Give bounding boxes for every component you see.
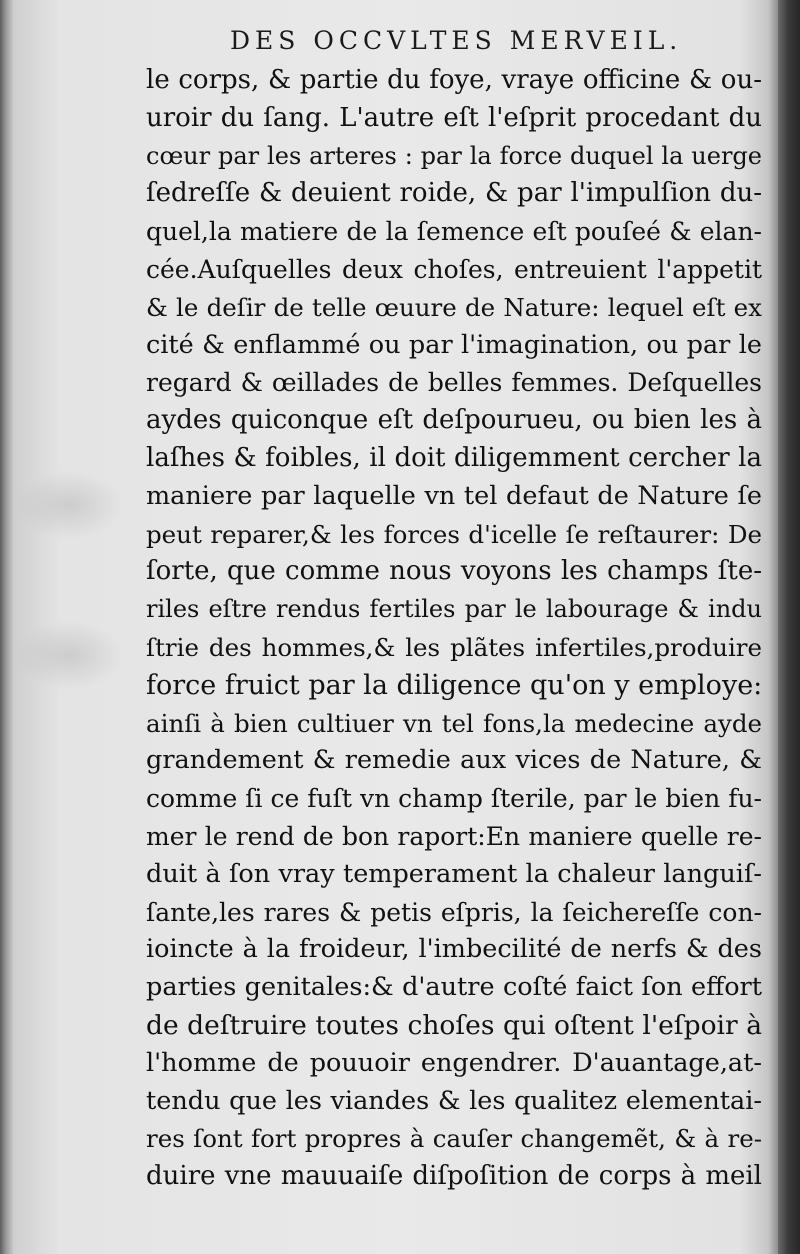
text-line: cœur par les arteres : par la force duquel la uerge	[146, 141, 762, 170]
text-line: de deſtruire toutes choſes qui oſtent l'eſpoir à	[146, 1009, 762, 1041]
text-line: cité & enflammé ou par l'imagination, ou par le	[146, 329, 762, 360]
text-line: ſorte, que comme nous voyons les champs ſte-	[146, 556, 762, 587]
text-line: ainſi à bien cultiuer vn tel fons,la medecine ayde	[146, 708, 762, 738]
text-line: aydes quiconque eſt deſpourueu, ou bien les à	[146, 405, 762, 436]
body-text	[146, 62, 762, 1196]
bleed-through-mark	[14, 470, 124, 540]
text-line: tendu que les viandes & les qualitez elementai-	[146, 1085, 762, 1116]
text-line: maniere par laquelle vn tel defaut de Nature ſe	[146, 480, 762, 511]
text-line: ioincte à la froideur, l'imbecilité de nerfs & des	[146, 934, 762, 965]
text-line: peut reparer,& les forces d'icelle ſe reſtaurer: De	[146, 519, 762, 549]
text-line: l'homme de pouuoir engendrer. D'auantage,at-	[146, 1047, 762, 1078]
page-edge-shadow	[778, 0, 800, 1254]
text-line: force fruict par la diligence qu'on y employe:	[146, 669, 762, 701]
text-line: ſante,les rares & petis eſpris, la ſeichereſſe con-	[146, 897, 762, 927]
text-line: parties genitales:& d'autre coſté faict ſon effort	[146, 972, 762, 1003]
running-head: DES OCCVLTES MERVEIL.	[230, 26, 683, 55]
bleed-through-mark	[14, 620, 124, 690]
text-line: cée.Auſquelles deux choſes, entreuient l'appetit	[146, 254, 762, 284]
text-line: ſedreſſe & deuient roide, & par l'impulſion du-	[146, 178, 762, 209]
text-line: grandement & remedie aux vices de Nature, &	[146, 745, 762, 776]
text-line: mer le rend de bon raport:En maniere quelle re-	[146, 821, 762, 851]
text-line: res ſont fort propres à cauſer changemẽt, & à re-	[146, 1124, 762, 1154]
text-line: regard & œillades de belles femmes. Deſquelles	[146, 368, 762, 398]
text-line: duit à ſon vray temperament la chaleur languiſ-	[146, 858, 762, 889]
text-line: riles eſtre rendus fertiles par le labourage & indu	[146, 595, 762, 624]
text-line: duire vne mauuaiſe diſpoſition de corps à meil	[146, 1161, 762, 1192]
text-line: laſhes & foibles, il doit diligemment cercher la	[146, 442, 762, 473]
text-line: ſtrie des hommes,& les plãtes infertiles,produire	[146, 632, 762, 662]
text-line: uroir du ſang. L'autre eſt l'eſprit procedant du	[146, 102, 762, 133]
text-line: le corps, & partie du foye, vraye officine & ou-	[146, 65, 762, 95]
text-line: & le deſir de telle œuure de Nature: lequel eſt ex	[146, 292, 762, 322]
text-line: quel,la matiere de la ſemence eſt pouſeé & elan-	[146, 217, 762, 247]
text-line: comme ſi ce fuſt vn champ ſterile, par le bien fu-	[146, 784, 762, 814]
